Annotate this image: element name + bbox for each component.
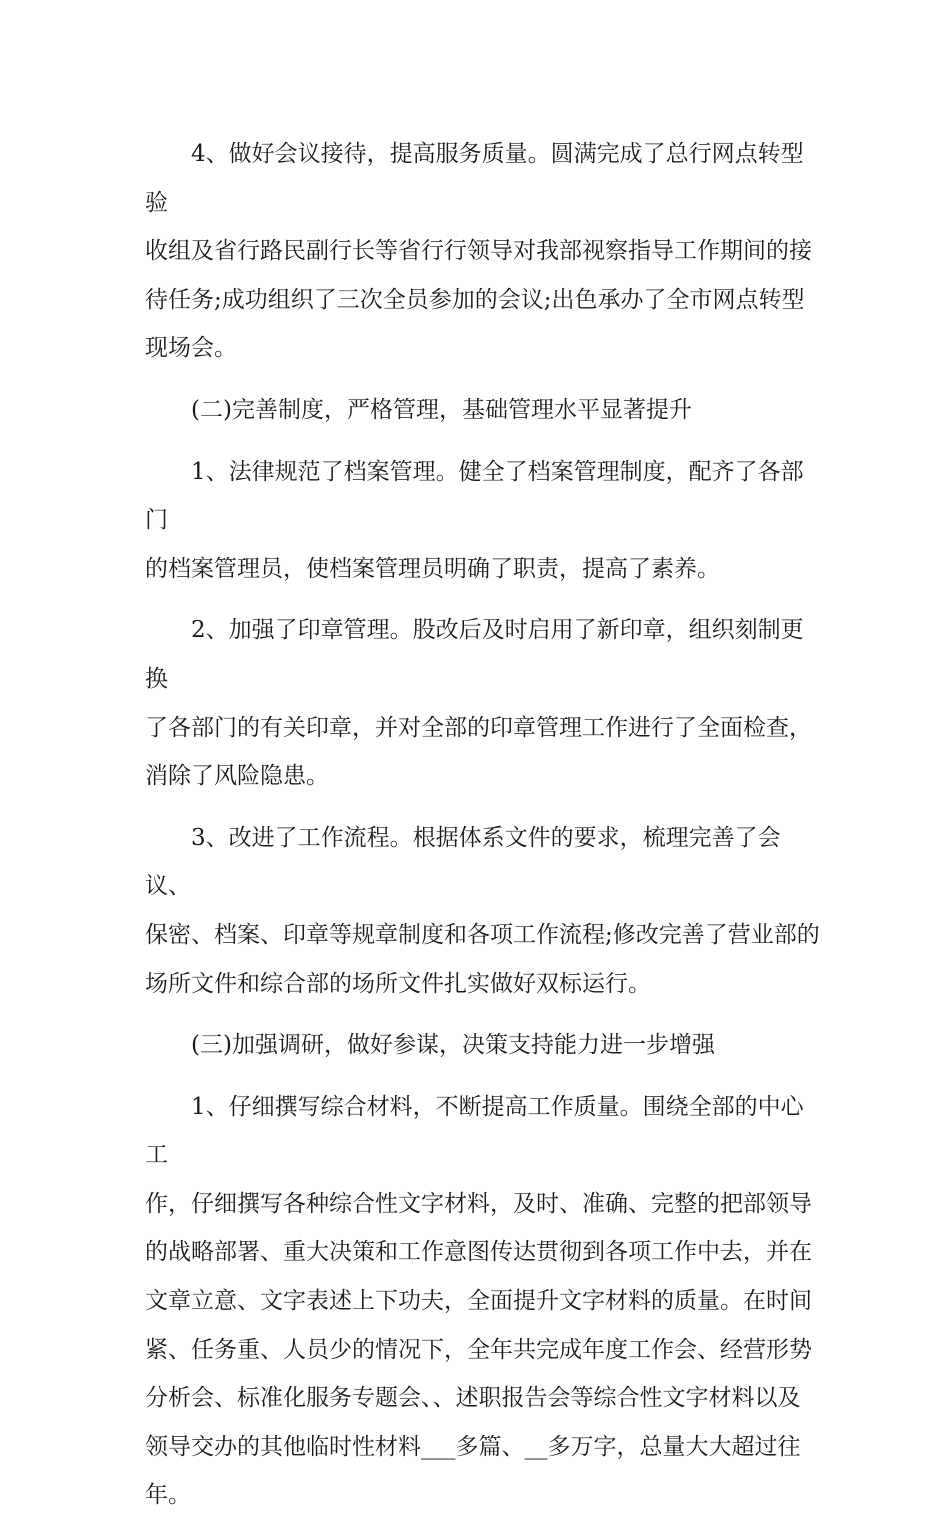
paragraph-seal-management xyxy=(145,606,825,800)
heading-text: (三)加强调研，做好参谋，决策支持能力进一步增强 xyxy=(191,1032,715,1059)
section-heading-2 xyxy=(145,386,825,435)
paragraph-archive-management xyxy=(145,448,825,594)
line: 保密、档案、印章等规章制度和各项工作流程;修改完善了营业部的 xyxy=(145,921,820,948)
line: 待任务;成功组织了三次全员参加的会议;出色承办了全市网点转型 xyxy=(145,286,805,313)
line: 现场会。 xyxy=(145,335,237,362)
line: 收组及省行路民副行长等省行行领导对我部视察指导工作期间的接 xyxy=(145,238,812,265)
line: 1、法律规范了档案管理。健全了档案管理制度，配齐了各部门 xyxy=(145,458,804,534)
line: 的档案管理员，使档案管理员明确了职责，提高了素养。 xyxy=(145,555,720,582)
line: 1、仔细撰写综合材料，不断提高工作质量。围绕全部的中心工 xyxy=(145,1093,804,1169)
line: 分析会、标准化服务专题会、、述职报告会等综合性文字材料以及 xyxy=(145,1385,801,1412)
heading-text: (二)完善制度，严格管理，基础管理水平显著提升 xyxy=(191,396,692,423)
section-heading-3 xyxy=(145,1021,825,1070)
line: 消除了风险隐患。 xyxy=(145,763,329,790)
line: 紧、任务重、人员少的情况下，全年共完成年度工作会、经营形势 xyxy=(145,1336,812,1363)
paragraph-meeting-reception xyxy=(145,130,825,373)
line: 领导交办的其他临时性材料___多篇、__多万字，总量大大超过往年。 xyxy=(145,1433,801,1509)
paragraph-writing-materials xyxy=(145,1083,825,1520)
document-body xyxy=(145,130,825,1520)
line: 的战略部署、重大决策和工作意图传达贯彻到各项工作中去，并在 xyxy=(145,1239,812,1266)
line: 了各部门的有关印章，并对全部的印章管理工作进行了全面检查， xyxy=(145,714,812,741)
line: 3、改进了工作流程。根据体系文件的要求，梳理完善了会议、 xyxy=(145,824,781,900)
line: 4、做好会议接待，提高服务质量。圆满完成了总行网点转型验 xyxy=(145,141,804,216)
paragraph-workflow xyxy=(145,814,825,1008)
line: 作，仔细撰写各种综合性文字材料，及时、准确、完整的把部领导 xyxy=(145,1190,812,1217)
line: 2、加强了印章管理。股改后及时启用了新印章，组织刻制更换 xyxy=(145,617,804,692)
line: 文章立意、文字表述上下功夫，全面提升文字材料的质量。在时间 xyxy=(145,1288,812,1315)
line: 场所文件和综合部的场所文件扎实做好双标运行。 xyxy=(145,970,651,997)
